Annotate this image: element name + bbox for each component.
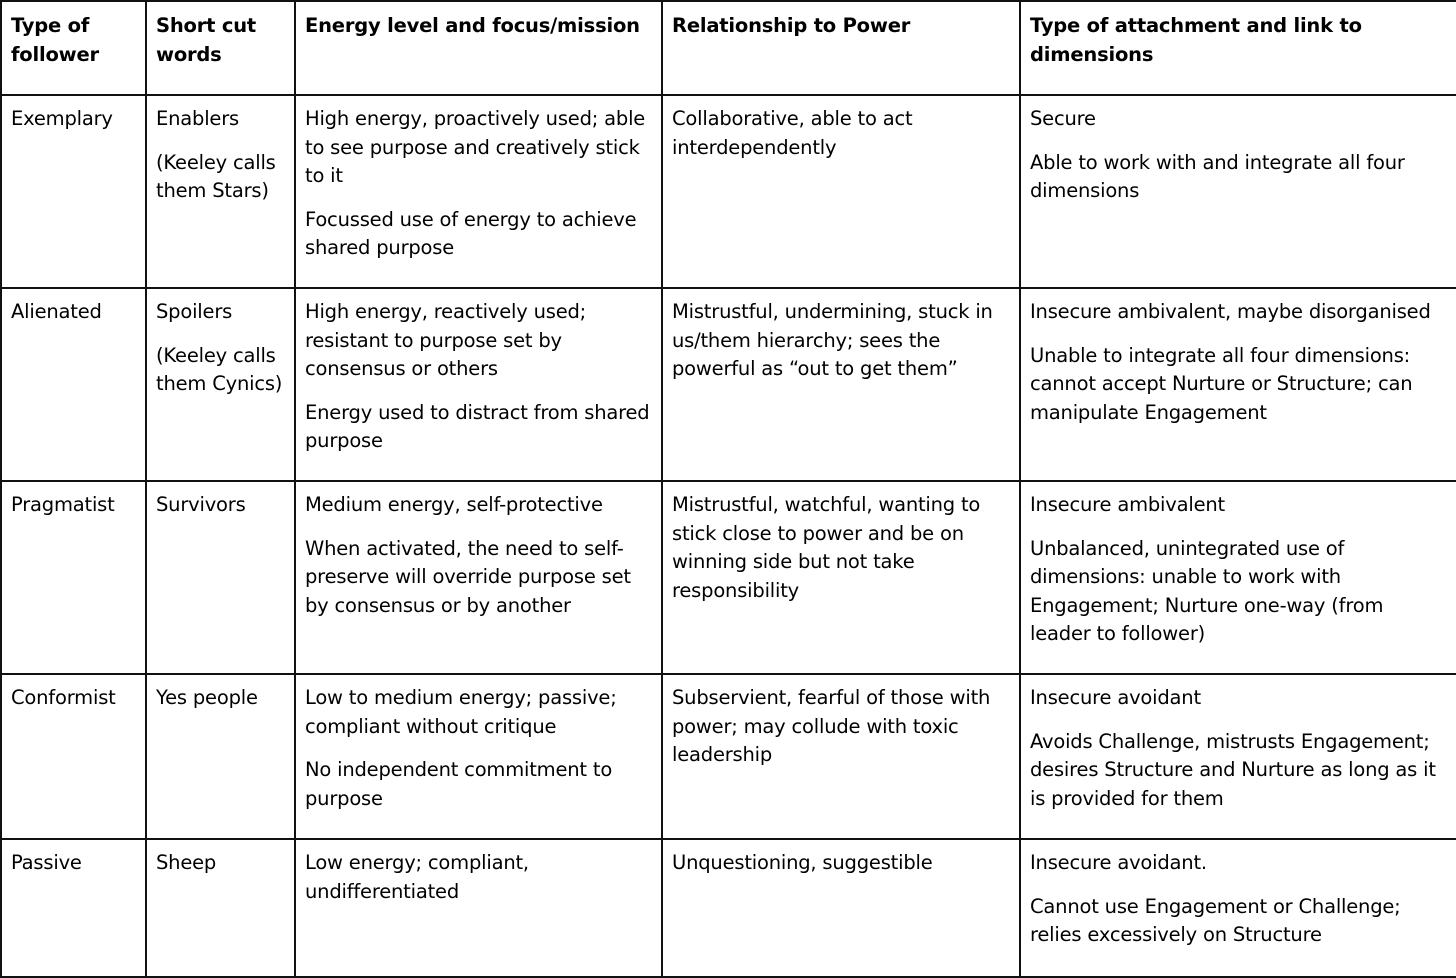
cell-shortcut <box>146 839 295 977</box>
cell-attachment <box>1020 95 1456 288</box>
cell-energy <box>295 95 662 288</box>
attachment-text: Unbalanced, unintegrated use of dimensions: unable to work with Engagement; Nurture one-way (from leader to follower) <box>1030 536 1384 645</box>
cell-energy <box>295 481 662 674</box>
power-text: Mistrustful, watchful, wanting to stick close to power and be on winning side but not take responsibility <box>672 493 981 602</box>
shortcut-note: (Keeley calls them Cynics) <box>156 343 283 395</box>
header-row <box>1 1 1456 95</box>
cell-type <box>1 674 146 839</box>
table-row <box>1 481 1456 674</box>
cell-power <box>662 674 1020 839</box>
attachment-type: Insecure ambivalent <box>1030 493 1225 516</box>
attachment-type: Insecure avoidant <box>1030 686 1201 709</box>
cell-type <box>1 95 146 288</box>
power-text: Unquestioning, suggestible <box>672 851 933 874</box>
cell-power <box>662 95 1020 288</box>
energy-text: When activated, the need to self-preserve will override purpose set by consensus or by another <box>305 536 631 617</box>
power-text: Subservient, fearful of those with power; may collude with toxic leadership <box>672 686 991 766</box>
cell-energy <box>295 839 662 977</box>
follower-type: Alienated <box>11 300 102 323</box>
cell-type <box>1 839 146 977</box>
cell-shortcut <box>146 674 295 839</box>
header-energy-level: Energy level and focus/mission <box>295 1 662 95</box>
energy-text: High energy, proactively used; able to see purpose and creatively stick to it <box>305 107 646 187</box>
follower-type: Exemplary <box>11 107 113 130</box>
energy-text: Energy used to distract from shared purpose <box>305 400 650 452</box>
header-type-of-follower: Type of follower <box>1 1 146 95</box>
cell-attachment <box>1020 288 1456 481</box>
shortcut-word: Spoilers <box>156 300 233 323</box>
cell-type <box>1 481 146 674</box>
cell-shortcut <box>146 288 295 481</box>
energy-text: High energy, reactively used; resistant to purpose set by consensus or others <box>305 300 587 380</box>
attachment-text: Unable to integrate all four dimensions: cannot accept Nurture or Structure; can manipulate Engagement <box>1030 343 1413 424</box>
follower-type: Passive <box>11 851 82 874</box>
cell-power <box>662 481 1020 674</box>
follower-type: Conformist <box>11 686 116 709</box>
cell-attachment <box>1020 839 1456 977</box>
table-row <box>1 674 1456 839</box>
header-short-cut-words: Short cut words <box>146 1 295 95</box>
shortcut-note: (Keeley calls them Stars) <box>156 150 276 202</box>
attachment-type: Insecure avoidant. <box>1030 851 1207 874</box>
attachment-text: Cannot use Engagement or Challenge; relies excessively on Structure <box>1030 894 1401 946</box>
shortcut-word: Yes people <box>156 686 258 709</box>
shortcut-word: Survivors <box>156 493 246 516</box>
energy-text: Focussed use of energy to achieve shared purpose <box>305 207 637 259</box>
follower-type: Pragmatist <box>11 493 115 516</box>
energy-text: Low energy; compliant, undifferentiated <box>305 851 529 903</box>
cell-attachment <box>1020 481 1456 674</box>
energy-text: Medium energy, self-protective <box>305 493 603 516</box>
energy-text: No independent commitment to purpose <box>305 758 613 810</box>
attachment-type: Insecure ambivalent, maybe disorganised <box>1030 300 1431 323</box>
shortcut-word: Enablers <box>156 107 239 130</box>
cell-energy <box>295 288 662 481</box>
cell-attachment <box>1020 674 1456 839</box>
table-row <box>1 288 1456 481</box>
cell-shortcut <box>146 95 295 288</box>
attachment-type: Secure <box>1030 107 1096 130</box>
attachment-text: Avoids Challenge, mistrusts Engagement; desires Structure and Nurture as long as it is provided for them <box>1030 729 1436 810</box>
energy-text: Low to medium energy; passive; compliant without critique <box>305 686 617 738</box>
cell-power <box>662 288 1020 481</box>
cell-power <box>662 839 1020 977</box>
power-text: Collaborative, able to act interdependently <box>672 107 913 159</box>
header-relationship-to-power: Relationship to Power <box>662 1 1020 95</box>
table-row <box>1 95 1456 288</box>
shortcut-word: Sheep <box>156 851 217 874</box>
power-text: Mistrustful, undermining, stuck in us/them hierarchy; sees the powerful as “out to get them” <box>672 300 993 380</box>
header-attachment-type: Type of attachment and link to dimensions <box>1020 1 1456 95</box>
cell-shortcut <box>146 481 295 674</box>
cell-type <box>1 288 146 481</box>
table-row <box>1 839 1456 977</box>
attachment-text: Able to work with and integrate all four dimensions <box>1030 150 1405 202</box>
cell-energy <box>295 674 662 839</box>
